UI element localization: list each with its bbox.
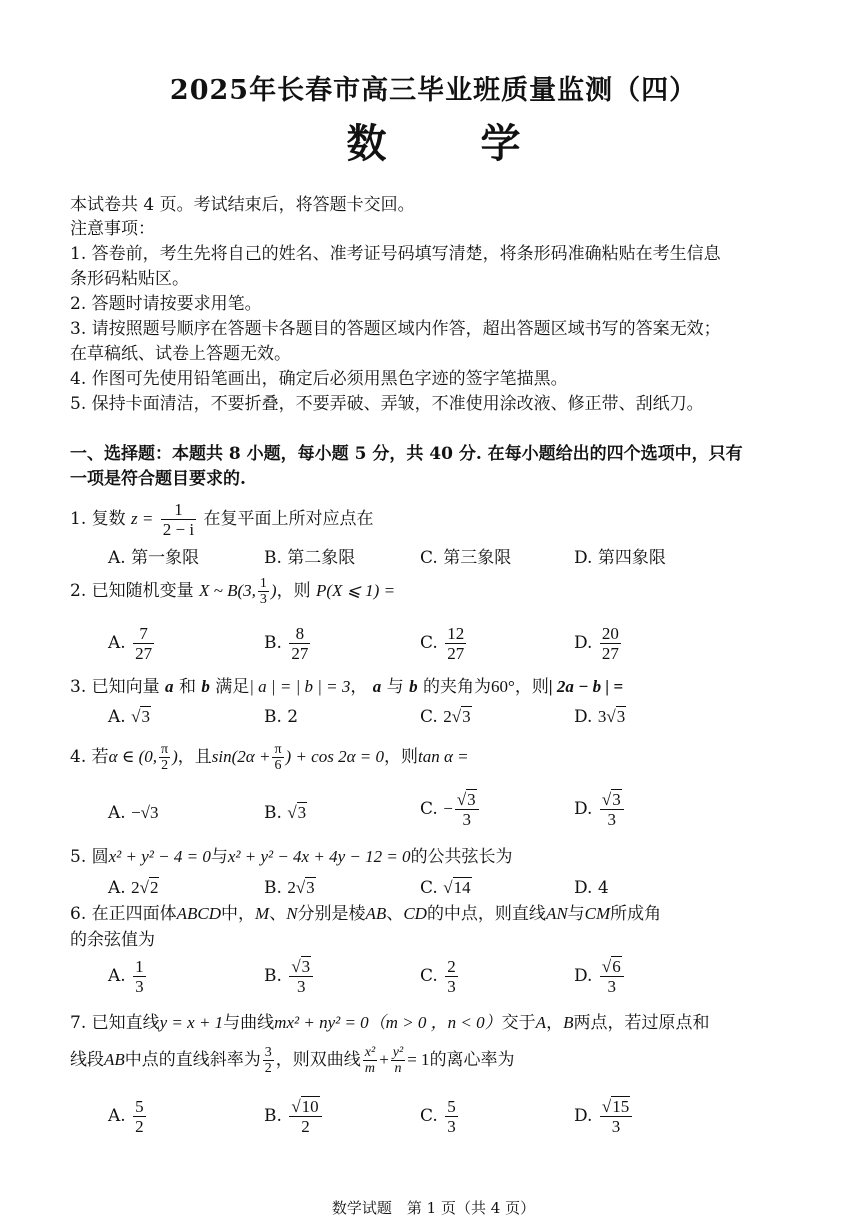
q6-d-label: D.: [574, 966, 593, 986]
question-2: [70, 576, 395, 607]
q6-t2: 中，: [221, 904, 256, 924]
q1-option-a: A. 第一象限: [108, 548, 200, 568]
sqrt-icon: √3: [291, 957, 311, 976]
question-4: [70, 742, 469, 773]
sqrt-icon: √3: [456, 790, 476, 809]
q3-comma: ，: [350, 677, 368, 697]
q2-prefix: 2. 已知随机变量: [70, 581, 194, 601]
q7-h-num1: x²: [364, 1045, 376, 1060]
q6-t5: 、: [386, 904, 404, 924]
q4-d-frac: [600, 790, 624, 829]
notice-item-1: 1. 答卷前，考生先将自己的姓名、准考证号码填写清楚，将条形码准确粘贴在考生信息: [70, 244, 721, 264]
q4-d-den: 3: [600, 809, 624, 829]
q5-c-label: C.: [420, 878, 438, 898]
q7-l2-2: 中点的直线斜率为: [124, 1050, 261, 1070]
q2-c-label: C.: [420, 633, 438, 653]
q5-option-b: [264, 876, 316, 900]
q7-slope-frac: [263, 1045, 274, 1076]
q3-text5: ，则: [514, 677, 549, 697]
q4-c-label: C.: [420, 799, 438, 819]
q7-d-den: 3: [600, 1116, 632, 1136]
q1-den: 2 − i: [162, 520, 195, 539]
q7-l2-3: ，则双曲线: [275, 1050, 361, 1070]
q6-abcd: ABCD: [176, 904, 222, 923]
q7-pb: B: [563, 1013, 574, 1032]
sqrt-icon: √3: [131, 707, 150, 726]
q6-b-num: 3: [301, 957, 311, 976]
q2-b-frac: [289, 624, 310, 663]
q3-option-d: [574, 705, 626, 729]
q7-ab: AB: [104, 1050, 125, 1069]
subject-title: 数 学: [346, 120, 561, 167]
q5-b-coef: 2: [287, 878, 296, 897]
sqrt-icon: √3: [287, 803, 307, 822]
question-6: [70, 902, 661, 926]
q7-option-c: [420, 1097, 460, 1136]
q2-d-frac: [600, 624, 621, 663]
q3-d-label: D.: [574, 707, 593, 727]
q7-c-num: 5: [447, 1097, 456, 1116]
q6-a-num: 1: [135, 957, 144, 976]
notice-item-1-cont: 条形码粘贴区。: [70, 269, 189, 289]
q2-mid: ，则: [276, 581, 311, 601]
q4-expr4: ) + cos 2α = 0: [285, 747, 384, 766]
q3-vec-a2: a: [372, 677, 382, 696]
q3-and: 和: [178, 677, 196, 697]
q7-b-label: B.: [264, 1106, 282, 1126]
q4-expr2: ): [172, 747, 178, 766]
q3-a-label: A.: [108, 707, 126, 727]
q7-l2-1: 线段: [70, 1050, 104, 1070]
sqrt-icon: √3: [451, 707, 471, 726]
q4-pi: π: [161, 742, 169, 757]
q6-t3: 、: [269, 904, 287, 924]
q2-option-c: [420, 624, 468, 663]
q6-option-a: [108, 957, 148, 996]
notice-heading: 注意事项：: [70, 219, 155, 239]
q7-option-b: [264, 1097, 324, 1136]
q2-b-den: 27: [291, 644, 309, 663]
q6-option-b: [264, 957, 315, 996]
q2-d-den: 27: [601, 644, 619, 663]
q5-text3: 的公共弦长为: [410, 847, 513, 867]
q3-c-label: C.: [420, 707, 438, 727]
q2-c-den: 27: [447, 644, 465, 663]
q4-text2: ，且: [177, 747, 212, 767]
sqrt-icon: √3: [601, 790, 621, 809]
q2-c-frac: [445, 624, 466, 663]
q6-option-d: [574, 957, 626, 996]
q4-frac2: [272, 742, 283, 773]
q3-c-coef: 2: [443, 707, 452, 726]
q6-a-frac: [133, 957, 146, 996]
q7-comma: ，: [546, 1013, 564, 1033]
q4-b-val: 3: [297, 803, 307, 822]
q7-h-frac1: [363, 1045, 377, 1076]
q6-cm: CM: [584, 904, 611, 923]
intro-text: 本试卷共 4 页。考试结束后，将答题卡交回。: [70, 195, 415, 215]
q5-text1: 5. 圆: [70, 847, 109, 867]
q7-option-d: [574, 1097, 634, 1136]
q1-prefix: 1. 复数: [70, 509, 126, 529]
q7-line-eq: y = x + 1: [159, 1013, 224, 1032]
q5-a-val: 2: [149, 878, 159, 897]
notice-item-3: 3. 请按照题号顺序在答题卡各题目的答题区域内作答，超出答题区域书写的答案无效；: [70, 319, 721, 339]
q7-plus: +: [379, 1050, 389, 1069]
q3-vec-a: a: [165, 677, 174, 696]
q6-a-label: A.: [108, 966, 126, 986]
q6-an: AN: [545, 904, 568, 923]
q2-b-label: B.: [264, 633, 282, 653]
q3-d-coef: 3: [597, 707, 607, 726]
q7-c-den: 3: [447, 1117, 456, 1136]
q4-d-num: 3: [612, 790, 621, 809]
q6-t6: 的中点，则直线: [426, 904, 546, 924]
q3-text2: 满足: [215, 677, 250, 697]
q7-l2-4: 的离心率为: [429, 1050, 515, 1070]
q7-k-num: 3: [264, 1045, 272, 1060]
q1-option-b: B. 第二象限: [264, 548, 356, 568]
q2-option-b: [264, 624, 312, 663]
q4-frac1: [159, 742, 170, 773]
q6-c-label: C.: [420, 966, 438, 986]
page-footer: 数学试题 第 1 页（共 4 页）: [331, 1199, 536, 1217]
q5-b-val: 3: [306, 878, 315, 897]
q1-lhs: z =: [131, 509, 154, 528]
q4-pi2: π: [274, 742, 282, 757]
q6-b-den: 3: [289, 976, 313, 996]
q7-h-num2: y²: [392, 1045, 404, 1060]
q7-a-label: A.: [108, 1106, 126, 1126]
q2-a-frac: [133, 624, 154, 663]
q6-a-den: 3: [135, 977, 144, 996]
q7-d-frac: [600, 1097, 632, 1136]
q2-a-label: A.: [108, 633, 126, 653]
sqrt-icon: √3: [295, 878, 315, 897]
q7-eq1: = 1: [407, 1050, 430, 1069]
question-5: [70, 845, 513, 869]
q4-option-d: [574, 790, 626, 829]
q2-option-d: [574, 624, 623, 663]
q3-vec-b: b: [201, 677, 210, 696]
q4-b-label: B.: [264, 803, 282, 823]
question-7: [70, 1011, 709, 1035]
q6-t7: 与: [567, 904, 585, 924]
q7-d-label: D.: [574, 1106, 593, 1126]
q7-pa: A: [535, 1013, 547, 1032]
q6-option-c: [420, 957, 460, 996]
q5-text2: 与: [210, 847, 228, 867]
q5-expr1: x² + y² − 4 = 0: [108, 847, 211, 866]
q5-a-label: A.: [108, 878, 126, 898]
q4-expr3: sin(2α +: [211, 747, 271, 766]
q7-b-frac: [289, 1097, 321, 1136]
q5-option-d: D. 4: [574, 878, 609, 898]
q1-option-d: D. 第四象限: [574, 548, 666, 568]
q2-a-num: 7: [139, 624, 148, 643]
q4-expr5: tan α =: [417, 747, 469, 766]
q2-num: 1: [259, 576, 267, 591]
q2-option-a: [108, 624, 156, 663]
q7-text3: 交于: [501, 1013, 536, 1033]
q7-a-frac: [133, 1097, 146, 1136]
q1-option-c: C. 第三象限: [420, 548, 512, 568]
q6-b-frac: [289, 957, 313, 996]
q6-b-label: B.: [264, 966, 282, 986]
q2-d-label: D.: [574, 633, 593, 653]
q7-h-den2: n: [391, 1060, 405, 1076]
q2-expr3: P(X ⩽ 1) =: [316, 581, 396, 600]
q3-option-c: [420, 705, 472, 729]
q4-option-b: [264, 801, 307, 825]
q6-d-num: 6: [612, 957, 621, 976]
notice-item-3-cont: 在草稿纸、试卷上答题无效。: [70, 344, 291, 364]
q6-line1: 6. 在正四面体: [70, 904, 177, 924]
q7-curve: mx² + ny² = 0: [274, 1013, 369, 1032]
q6-d-den: 3: [600, 976, 624, 996]
q4-a-label: A.: [108, 803, 126, 823]
q3-cond: | a | = | b | = 3: [249, 677, 351, 696]
q6-d-frac: [600, 957, 624, 996]
q4-option-a: [108, 801, 159, 825]
q7-d-num: 15: [612, 1097, 630, 1116]
q3-option-b: B. 2: [264, 707, 299, 727]
q2-d-num: 20: [601, 624, 619, 643]
q7-option-a: [108, 1097, 148, 1136]
q7-a-num: 5: [135, 1097, 144, 1116]
q4-c-den: 3: [455, 809, 479, 829]
q3-a-val: 3: [141, 707, 150, 726]
q6-m: M: [255, 904, 270, 923]
q4-d-label: D.: [574, 799, 593, 819]
q7-text2: 与曲线: [223, 1013, 275, 1033]
q6-t8: 所成角: [610, 904, 662, 924]
q6-line2: 的余弦值为: [70, 930, 155, 950]
q2-den: 3: [259, 592, 267, 607]
question-3: [70, 675, 623, 699]
q2-b-num: 8: [295, 624, 305, 643]
sqrt-icon: √2: [139, 878, 159, 897]
q2-a-den: 27: [135, 644, 153, 663]
q3-expr: | 2a − b | =: [548, 677, 624, 696]
q4-text1: 4. 若: [70, 747, 109, 767]
q2-c-num: 12: [447, 624, 465, 643]
q4-two: 2: [159, 757, 170, 773]
question-1: [70, 500, 374, 539]
q7-k-den: 2: [264, 1061, 272, 1076]
sqrt-icon: √3: [606, 707, 626, 726]
q4-c-sign: −: [443, 799, 453, 818]
q4-c-frac: [455, 790, 479, 829]
q4-a-val: −√3: [131, 803, 159, 822]
q4-text3: ，则: [383, 747, 418, 767]
q7-text4: 两点，若过原点和: [573, 1013, 710, 1033]
sqrt-icon: √15: [601, 1097, 630, 1116]
q2-expr2: ): [270, 581, 277, 600]
q7-line2: [70, 1045, 515, 1076]
q7-text1: 7. 已知直线: [70, 1013, 160, 1033]
q1-fraction: [161, 500, 196, 539]
q5-option-a: [108, 876, 159, 900]
q2-fraction: [258, 576, 269, 607]
section-heading: 一、选择题：本题共 8 小题，每小题 5 分，共 40 分. 在每小题给出的四个选项中，只有: [70, 444, 743, 464]
q7-h-den1: m: [363, 1060, 377, 1076]
notice-item-4: 4. 作图可先使用铅笔画出，确定后必须用黑色字迹的签字笔描黑。: [70, 369, 568, 389]
q6-ab: AB: [365, 904, 387, 923]
q7-c-label: C.: [420, 1106, 438, 1126]
q6-c-den: 3: [447, 977, 456, 996]
q4-expr1: α ∈ (0,: [108, 747, 158, 766]
q7-a-den: 2: [135, 1117, 144, 1136]
q5-expr2: x² + y² − 4x + 4y − 12 = 0: [227, 847, 411, 866]
exam-title: 2025年长春市高三毕业班质量监测（四）: [169, 75, 698, 106]
q5-a-coef: 2: [131, 878, 140, 897]
section-heading-cont: 一项是符合题目要求的.: [70, 469, 246, 489]
q6-n: N: [286, 904, 298, 923]
notice-item-2: 2. 答题时请按要求用笔。: [70, 294, 262, 314]
q3-text3: 与: [386, 677, 404, 697]
sqrt-icon: √6: [601, 957, 621, 976]
q1-suffix: 在复平面上所对应点在: [203, 509, 374, 529]
q5-option-c: [420, 876, 472, 900]
q5-b-label: B.: [264, 878, 282, 898]
q6-t4: 分别是棱: [297, 904, 366, 924]
q7-h-frac2: [391, 1045, 405, 1076]
q3-angle: 60°: [491, 677, 515, 696]
q4-c-num: 3: [467, 790, 476, 809]
q3-d-val: 3: [616, 707, 626, 726]
notice-item-5: 5. 保持卡面清洁，不要折叠，不要弄破、弄皱，不准使用涂改液、修正带、刮纸刀。: [70, 394, 704, 414]
q6-c-frac: [445, 957, 458, 996]
q3-text1: 3. 已知向量: [70, 677, 160, 697]
sqrt-icon: √10: [291, 1097, 319, 1116]
q5-c-val: 14: [453, 878, 471, 897]
q1-num: 1: [174, 500, 183, 519]
sqrt-icon: √14: [443, 878, 471, 897]
q7-c-frac: [445, 1097, 458, 1136]
q4-six: 6: [272, 757, 283, 773]
q7-b-num: 10: [301, 1097, 319, 1116]
q3-c-val: 3: [462, 707, 471, 726]
q6-cd: CD: [403, 904, 427, 923]
q3-text4: 的夹角为: [423, 677, 492, 697]
q2-expr1: X ~ B(3,: [199, 581, 256, 600]
q7-cond: （m > 0 ，n < 0）: [368, 1013, 502, 1032]
q6-c-num: 2: [447, 957, 456, 976]
q4-option-c: [420, 790, 481, 829]
q3-vec-b2: b: [409, 677, 418, 696]
q3-option-a: [108, 705, 151, 729]
q7-b-den: 2: [289, 1116, 321, 1136]
